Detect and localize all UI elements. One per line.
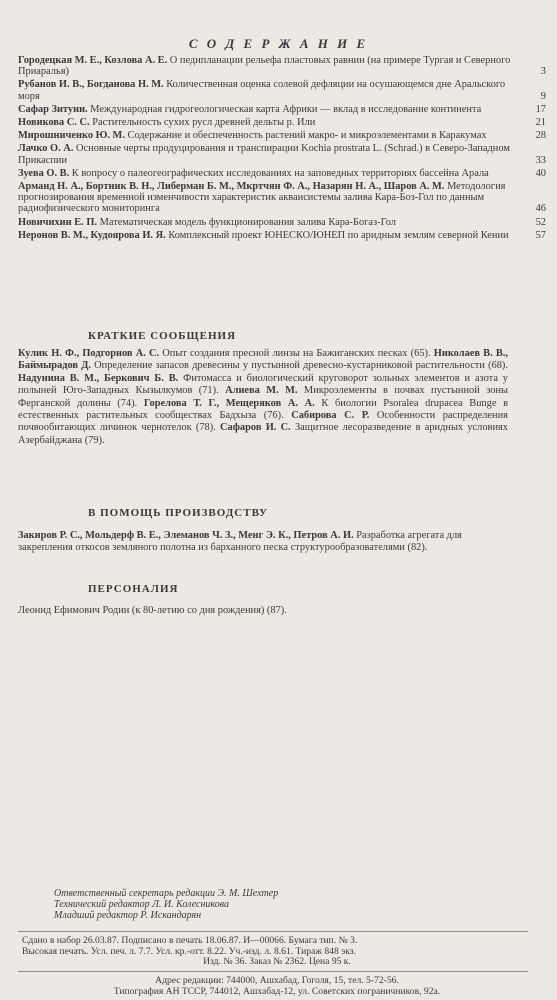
toc-page-number: 33 xyxy=(535,154,546,166)
toc-authors: Новичихин Е. П. xyxy=(18,216,98,228)
toc-entry xyxy=(18,55,546,77)
toc-entry xyxy=(18,217,546,228)
toc-authors: Сафар Зитуни. xyxy=(18,103,88,115)
toc-title: Содержание и обеспеченность растений макро- и микроэлементами в Каракумах xyxy=(127,130,487,142)
imprint xyxy=(22,936,532,968)
toc-page-number: 52 xyxy=(535,216,546,228)
toc-entry-text xyxy=(18,117,546,128)
toc-authors: Лачко О. А. xyxy=(18,143,74,155)
toc-authors: Арманд Н. А., Бортник В. Н., Либерман Б. М., Мкртчян Ф. А., Назарян Н. А., Шаров А. М. xyxy=(18,181,445,193)
help-section xyxy=(18,530,508,555)
toc-page-number: 21 xyxy=(535,117,546,129)
short-title: Особенности распределения почвообитающих личинок чернотелок (78). xyxy=(18,410,508,434)
toc-entry-text xyxy=(18,104,546,115)
toc-page-number: 3 xyxy=(540,66,546,78)
short-title: Защитное лесоразведение в аридных условиях Азербайджана (79). xyxy=(18,422,508,446)
toc-title: Математическая модель функционирования залива Кара-Богаз-Гол xyxy=(99,216,396,228)
staff-line: Технический редактор Л. И. Колесникова xyxy=(54,899,230,910)
imprint-line: Высокая печать. Усл. печ. л. 7.7. Усл. кр.-отт. 8.22. Уч.-изд. л. 8.61. Тираж 848 экз. xyxy=(22,945,356,957)
page-title: С О Д Е Р Ж А Н И Е xyxy=(188,36,369,51)
toc-authors: Рубанов И. В., Богданова Н. М. xyxy=(18,79,164,91)
toc-entry-text xyxy=(18,181,546,215)
divider xyxy=(18,931,528,932)
toc-entry xyxy=(18,130,546,141)
staff-line: Ответственный секретарь редакции Э. М. Шехтер xyxy=(54,888,279,899)
toc-entry xyxy=(18,143,546,165)
divider xyxy=(18,971,528,972)
short-authors: Сабирова С. Р. xyxy=(291,410,370,422)
toc-authors: Новикова С. С. xyxy=(18,117,90,129)
toc-title: Методология прогнозирования временной изменчивости характеристик акваисистемы залива Кара-Бoз-Гол по данным радиофизического мониторинга xyxy=(18,181,506,215)
help-text: Разработка агрегата для закрепления откосов земляного полотна из барханного песка структурообразователями (82). xyxy=(18,530,462,554)
table-of-contents xyxy=(18,55,546,243)
help-authors: Закиров Р. С., Мольдерф В. Е., Элеманов Ч. З., Менг Э. К., Петров А. И. xyxy=(18,530,354,541)
toc-entry-text xyxy=(18,168,546,179)
short-title: Фитомасса и биологический круговорот зольных элементов и азота у полыней Юго-Западных Кызылкумов (71). xyxy=(18,372,508,397)
short-title: К биологии Psoralea drupacea Bunge в естественных растительных сообществах Бадхыза (76). xyxy=(18,397,508,422)
section-heading-help: В ПОМОЩЬ ПРОИЗВОДСТВУ xyxy=(88,507,269,519)
toc-page-number: 17 xyxy=(535,103,546,115)
short-authors: Сафаров И. С. xyxy=(220,422,291,434)
toc-title: Растительность сухих русл древней дельты р. Или xyxy=(92,117,316,129)
short-title: Определение запасов древесины у пустынной древесно-кустарниковой растительности (68). xyxy=(94,360,508,372)
address-line: Типография АН ТССР, 744012, Ашхабад-12, ул. Советских пограничников, 92а. xyxy=(113,985,441,997)
short-authors: Надунина В. М., Беркович Б. В. xyxy=(18,372,179,384)
toc-title: Международная гидрогеологическая карта Африки — вклад в исследование континента xyxy=(90,103,482,115)
toc-title: О педипланации рельефа пластовых равнин (на примере Тургая и Северного Приаралья) xyxy=(18,55,511,78)
toc-authors: Мирошниченко Ю. М. xyxy=(18,130,125,142)
address-line: Адрес редакции: 744000, Ашхабад, Гоголя, 15, тел. 5-72-56. xyxy=(155,975,399,986)
toc-entry-text xyxy=(18,230,546,241)
short-authors: Николаев В. В., Баймырадов Д. xyxy=(18,348,508,372)
toc-entry-text xyxy=(18,79,546,101)
short-authors: Алиева М. М. xyxy=(225,385,298,397)
personalia-item: Леонид Ефимович Родин (к 80-летию со дня рождения) (87). xyxy=(18,605,287,616)
toc-page-number: 57 xyxy=(535,229,546,241)
toc-entry xyxy=(18,168,546,179)
toc-page-number: 46 xyxy=(535,203,546,215)
editorial-staff xyxy=(54,888,278,921)
section-heading-pers: ПЕРСОНАЛИЯ xyxy=(88,583,179,595)
imprint-line: Сдано в набор 26.03.87. Подписано в печать 18.06.87. И—00066. Бумага тип. № 3. xyxy=(22,935,358,946)
toc-entry-text xyxy=(18,217,546,228)
imprint-line: Изд. № 36. Заказ № 2362. Цена 95 к. xyxy=(203,956,351,967)
toc-entry xyxy=(18,117,546,128)
toc-title: К вопросу о палеогеографических исследованиях на заповедных территориях бассейна Арала xyxy=(71,167,489,179)
staff-line: Младший редактор Р. Искандарян xyxy=(54,910,202,921)
toc-entry xyxy=(18,230,546,241)
toc-page-number: 28 xyxy=(535,130,546,142)
toc-entry xyxy=(18,79,546,101)
toc-page-number: 40 xyxy=(535,167,546,179)
toc-page-number: 9 xyxy=(540,90,546,102)
short-title: Микроэлементы в почвах пустынной зоны Ферганской долины (74). xyxy=(18,385,508,409)
toc-title: Количественная оценка солевой дефляции на осушающемся дне Аральского моря xyxy=(18,79,506,102)
short-authors: Кулик Н. Ф., Подгорнов А. С. xyxy=(18,348,160,359)
toc-entry-text xyxy=(18,55,546,77)
short-communications xyxy=(18,348,508,447)
toc-entry xyxy=(18,104,546,115)
section-heading-short: КРАТКИЕ СООБЩЕНИЯ xyxy=(88,330,237,342)
toc-entry xyxy=(18,181,546,215)
toc-title: Комплексный проект ЮНЕСКО/ЮНЕП по аридным землям северной Кении xyxy=(168,229,509,241)
toc-title: Основные черты продуцирования и транспирации Kochia prostrata L. (Schrad.) в Северо-Западном Прикаспии xyxy=(18,143,510,166)
short-authors: Горелова Т. Г., Мещеряков А. А. xyxy=(143,397,315,409)
address xyxy=(22,976,532,997)
short-title: Опыт создания пресной линзы на Бажиганских песках (65). xyxy=(162,348,431,359)
toc-authors: Городецкая М. Е., Козлова А. Е. xyxy=(18,55,168,66)
toc-entry-text xyxy=(18,130,546,141)
toc-authors: Неронов В. М., Кудоярова И. Я. xyxy=(18,229,166,241)
toc-authors: Зуева О. В. xyxy=(18,167,70,179)
toc-entry-text xyxy=(18,143,546,165)
